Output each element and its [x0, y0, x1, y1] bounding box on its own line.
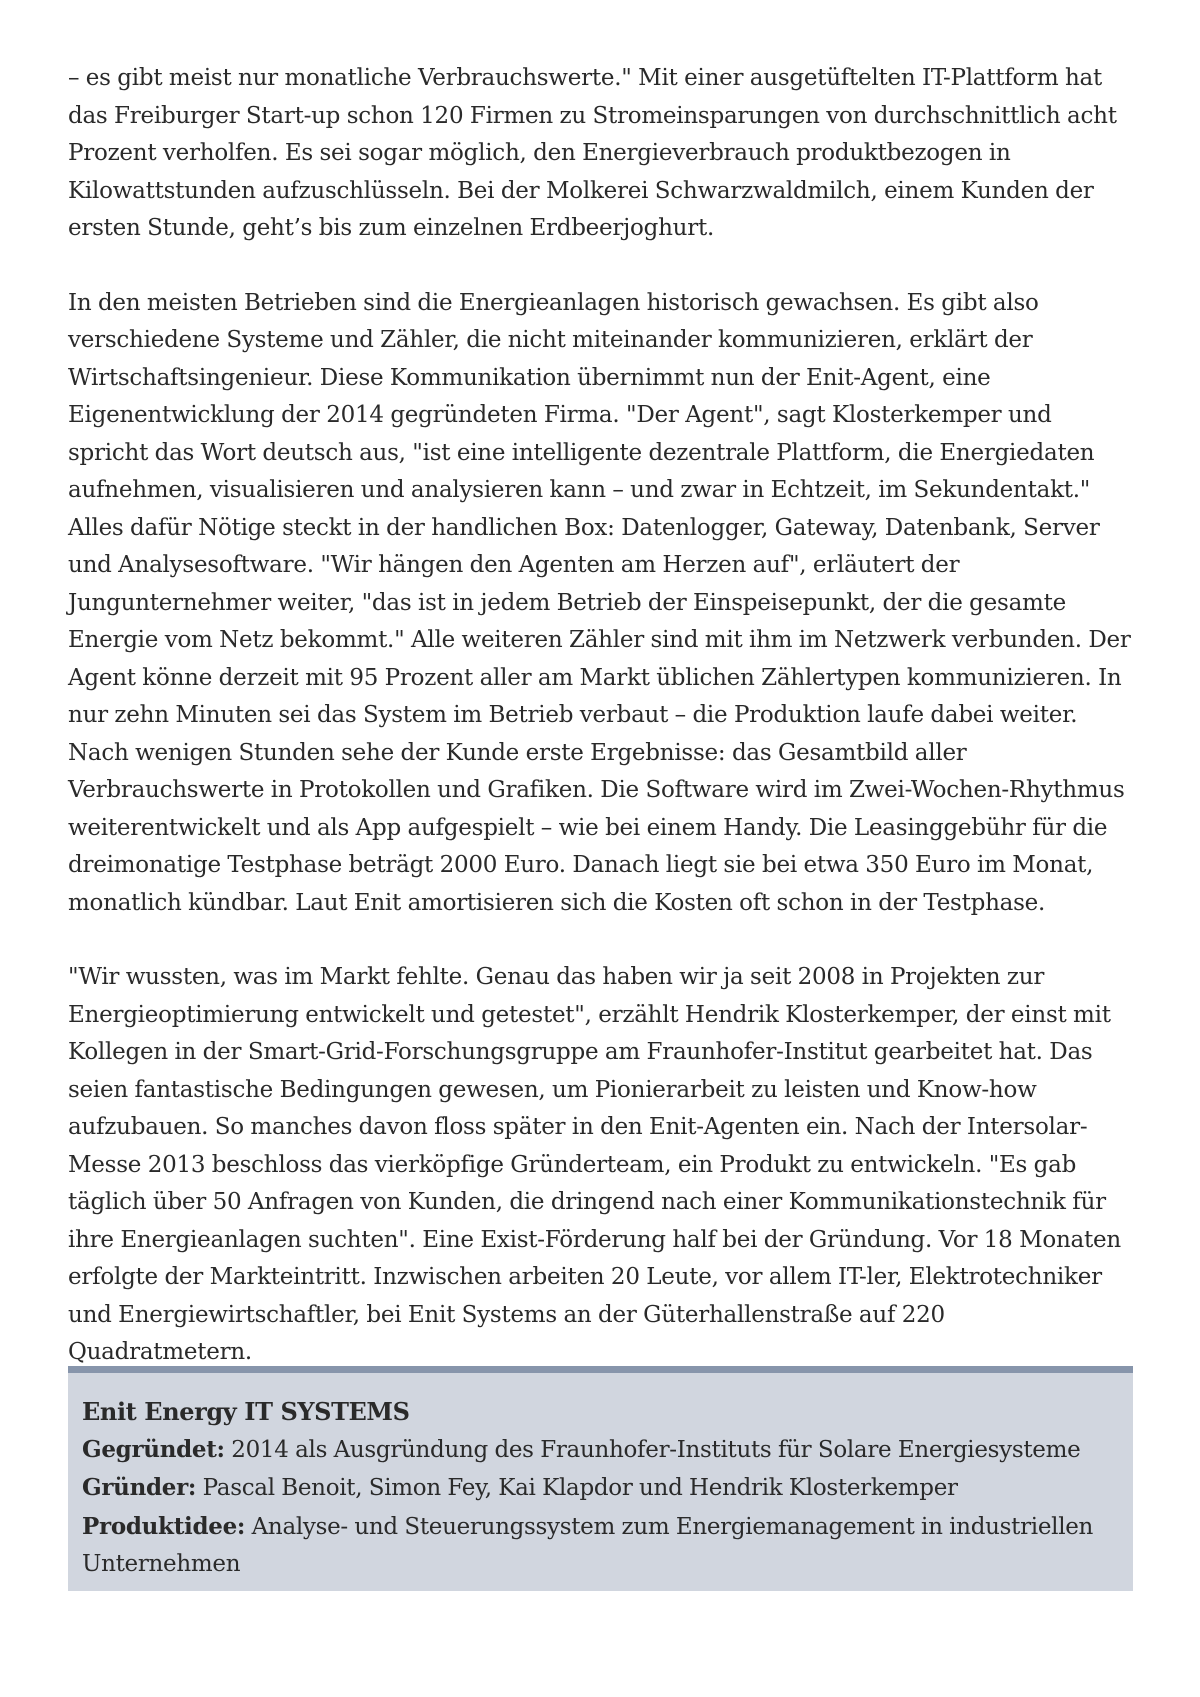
company-info-box [68, 1366, 1133, 1591]
info-row-founders-key: Gründer: [82, 1474, 197, 1501]
info-row-product-idea-value: Analyse- und Steuerungssystem zum Energiemanagement in industriellen Unternehmen [82, 1513, 1094, 1577]
info-row-founded [82, 1431, 1119, 1470]
info-box-title: Enit Energy IT SYSTEMS [82, 1397, 410, 1426]
info-row-founded-key: Gegründet: [82, 1435, 225, 1463]
article-paragraph-1: – es gibt meist nur monatliche Verbrauchswerte." Mit einer ausgetüftelten IT-Plattform hat das Freiburger Start-up schon 120 Firmen zu Stromeinsparungen von durchschnittlich acht Prozent verholfen. Es sei sogar möglich, den Energieverbrauch produktbezogen in Kilowattstunden aufzuschlüsseln. Bei der Molkerei Schwarzwaldmilch, einem Kunden der ersten Stunde, geht’s bis zum einzelnen Erdbeerjoghurt. [68, 65, 1117, 241]
article-paragraph-2: In den meisten Betrieben sind die Energieanlagen historisch gewachsen. Es gibt also verschiedene Systeme und Zähler, die nicht miteinander kommunizieren, erklärt der Wirtschaftsingenieur. Diese Kommunikation übernimmt nun der Enit-Agent, eine Eigenentwicklung der 2014 gegründeten Firma. "Der Agent", sagt Klosterkemper und spricht das Wort deutsch aus, "ist eine intelligente dezentrale Plattform, die Energiedaten aufnehmen, visualisieren und analysieren kann – und zwar in Echtzeit, im Sekundentakt." Alles dafür Nötige steckt in der handlichen Box: Datenlogger, Gateway, Datenbank, Server und Analysesoftware. "Wir hängen den Agenten am Herzen auf", erläutert der Jungunternehmer weiter, "das ist in jedem Betrieb der Einspeisepunkt, der die gesamte Energie vom Netz bekommt." Alle weiteren Zähler sind mit ihm im Netzwerk verbunden. Der Agent könne derzeit mit 95 Prozent aller am Markt üblichen Zählertypen kommunizieren. In nur zehn Minuten sei das System im Betrieb verbaut – die Produktion laufe dabei weiter. Nach wenigen Stunden sehe der Kunde erste Ergebnisse: das Gesamtbild aller Verbrauchswerte in Protokollen und Grafiken. Die Software wird im Zwei-Wochen-Rhythmus weiterentwickelt und als App aufgespielt – wie bei einem Handy. Die Leasinggebühr für die dreimonatige Testphase beträgt 2000 Euro. Danach liegt sie bei etwa 350 Euro im Monat, monatlich kündbar. Laut Enit amortisieren sich die Kosten oft schon in der Testphase. [68, 289, 1131, 916]
article-paragraph-3: "Wir wussten, was im Markt fehlte. Genau das haben wir ja seit 2008 in Projekten zur Energieoptimierung entwickelt und getestet", erzählt Hendrik Klosterkemper, der einst mit Kollegen in der Smart-Grid-Forschungsgruppe am Fraunhofer-Institut gearbeitet hat. Das seien fantastische Bedingungen gewesen, um Pionierarbeit zu leisten und Know-how aufzubauen. So manches davon floss später in den Enit-Agenten ein. Nach der Intersolar-Messe 2013 beschloss das vierköpfige Gründerteam, ein Produkt zu entwickeln. "Es gab täglich über 50 Anfragen von Kunden, die dringend nach einer Kommunikationstechnik für ihre Energieanlagen suchten". Eine Exist-Förderung half bei der Gründung. Vor 18 Monaten erfolgte der Markteintritt. Inzwischen arbeiten 20 Leute, vor allem IT-ler, Elektrotechniker und Energiewirtschaftler, bei Enit Systems an der Güterhallenstraße auf 220 Quadratmetern. [68, 964, 1121, 1365]
article-body [68, 60, 1133, 1409]
info-row-founded-value: 2014 als Ausgründung des Fraunhofer-Instituts für Solare Energiesysteme [224, 1436, 1081, 1463]
info-row-founders [82, 1469, 1119, 1508]
info-row-founders-value: Pascal Benoit, Simon Fey, Kai Klapdor und Hendrik Klosterkemper [196, 1475, 958, 1501]
info-row-product-idea [82, 1508, 1119, 1584]
info-row-product-idea-key: Produktidee: [82, 1512, 246, 1540]
